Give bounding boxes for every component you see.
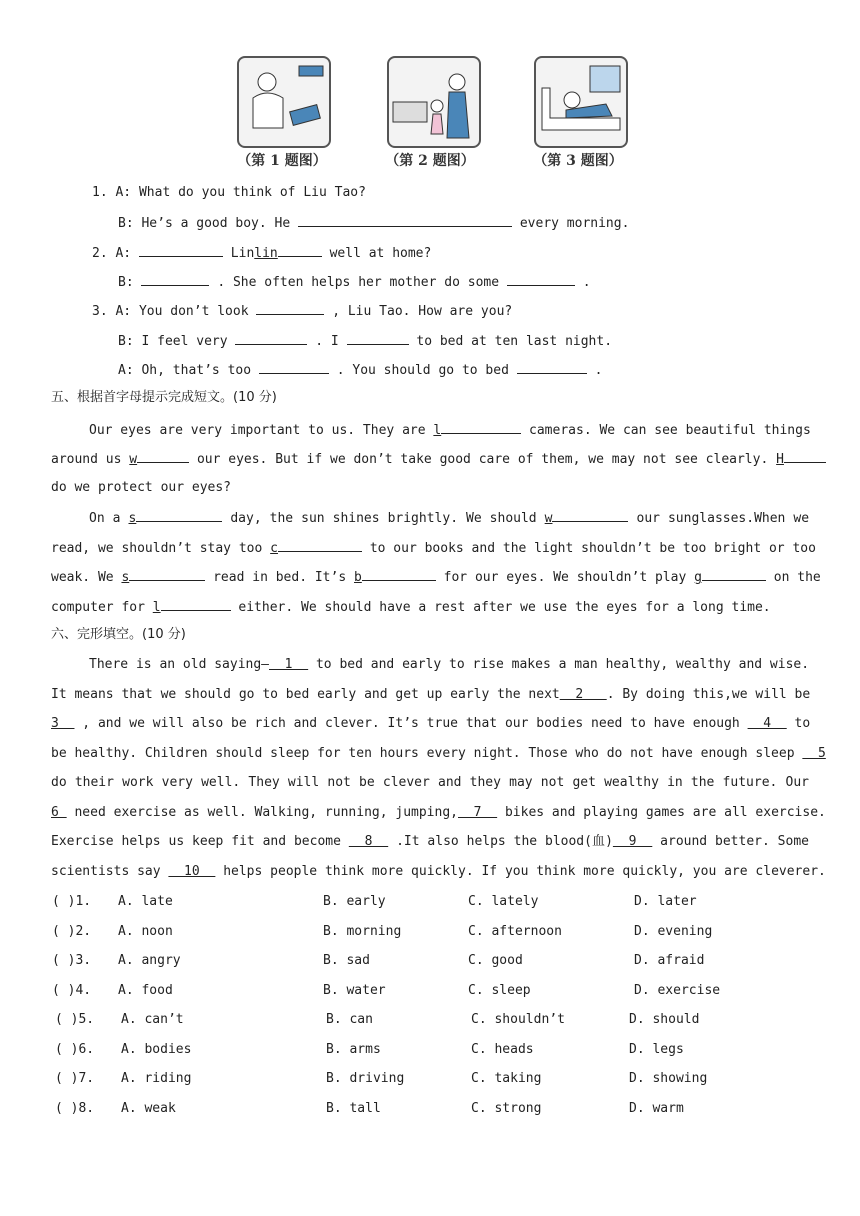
answer-bracket[interactable]: ( )7. — [55, 1071, 95, 1086]
option-a[interactable]: A. can’t — [121, 1012, 184, 1027]
s5-p2-line2 — [51, 538, 816, 558]
blank[interactable] — [129, 567, 205, 581]
blank[interactable] — [141, 272, 209, 286]
text: cameras. We can see beautiful things — [529, 423, 811, 438]
answer-bracket[interactable]: ( )6. — [55, 1041, 95, 1057]
q2-b-tail: . — [582, 275, 591, 290]
text: either. We should have a rest after we use the eyes for a long time. — [238, 600, 771, 615]
s5-p1-line3: do we protect our eyes? — [51, 480, 232, 495]
answer-bracket[interactable]: ( )5. — [55, 1012, 95, 1027]
cloze-line — [89, 656, 809, 674]
answer-bracket[interactable]: ( )1. — [52, 894, 92, 909]
blank[interactable] — [137, 449, 189, 463]
blank[interactable] — [278, 538, 362, 552]
cloze-text: . By doing this,we will be — [606, 687, 811, 702]
q1-a-text: 1. A: What do you think of Liu Tao? — [92, 185, 366, 200]
text: weak. We — [51, 570, 114, 585]
option-c[interactable]: C. lately — [468, 894, 539, 909]
blank[interactable] — [139, 243, 223, 257]
option-d[interactable]: D. should — [629, 1012, 700, 1027]
cloze-text: helps people think more quickly. If you think more quickly, you are cleverer. — [215, 864, 826, 879]
cloze-text: do their work very well. They will not be clever and they may not get wealthy in the future. Our — [51, 775, 809, 790]
q3-b-mid: . I — [315, 334, 339, 349]
option-c[interactable]: C. good — [468, 953, 523, 968]
figure-strip — [232, 50, 632, 175]
cloze-text: Exercise helps us keep fit and become — [51, 834, 349, 849]
option-b[interactable]: B. can — [326, 1012, 373, 1027]
cloze-line — [51, 863, 826, 881]
text: our sunglasses.When we — [636, 511, 810, 526]
hint-letter: c — [270, 541, 278, 556]
option-b[interactable]: B. morning — [323, 923, 402, 939]
q3-c-tail: . — [594, 363, 603, 378]
option-c[interactable]: C. taking — [471, 1071, 542, 1086]
q2-b-text: B: — [118, 275, 134, 290]
option-a[interactable]: A. weak — [121, 1100, 176, 1116]
q3-line-b — [118, 331, 612, 351]
cloze-line — [51, 804, 826, 822]
text: On a — [89, 511, 121, 526]
q3-a-text: 3. A: You don’t look — [92, 304, 249, 319]
cloze-line — [51, 715, 809, 733]
q1-b-tail: every morning. — [519, 216, 630, 231]
option-b[interactable]: B. sad — [323, 953, 370, 968]
blank[interactable] — [441, 420, 521, 434]
cloze-text: to bed and early to rise makes a man healthy, wealthy and wise. — [308, 657, 810, 672]
q3-a-tail: , Liu Tao. How are you? — [332, 304, 513, 319]
q2-name: Lin — [230, 246, 255, 261]
text: for our eyes. We shouldn’t play — [443, 570, 687, 585]
cloze-blank[interactable]: 1 — [269, 657, 309, 672]
blank[interactable] — [784, 449, 826, 463]
s5-p1-line2 — [51, 449, 809, 469]
q1-line-a — [92, 184, 366, 202]
blank[interactable] — [161, 597, 231, 611]
q1-line-b — [118, 213, 629, 233]
text: to our books and the light shouldn’t be too bright or too — [369, 541, 816, 556]
option-a[interactable]: A. angry — [118, 953, 181, 968]
text: on the — [773, 570, 821, 585]
figure-1-caption: （第 1 题图） — [237, 153, 327, 169]
q3-line-c — [118, 360, 602, 380]
cloze-text: There is an old saying— — [89, 657, 270, 672]
answer-bracket[interactable]: ( )3. — [52, 953, 92, 968]
cloze-text: to — [786, 716, 811, 731]
q3-c-mid: . You should go to bed — [336, 363, 509, 378]
option-b[interactable]: B. tall — [326, 1100, 381, 1116]
option-c[interactable]: C. strong — [471, 1100, 542, 1116]
q3-b-tail: to bed at ten last night. — [416, 334, 613, 349]
hint-letter: b — [354, 570, 362, 585]
figure-2-caption: （第 2 题图） — [385, 153, 475, 169]
q2-line-b — [118, 272, 591, 292]
q3-c-text: A: Oh, that’s too — [118, 363, 252, 378]
sick-boy-illustration — [536, 58, 626, 146]
hint-letter: w — [129, 452, 138, 467]
cloze-text: scientists say — [51, 864, 169, 879]
cloze-text: around better. Some — [652, 834, 809, 849]
blank[interactable] — [278, 243, 322, 257]
q2-name-underlined: lin — [254, 246, 278, 261]
option-d[interactable]: D. later — [634, 894, 697, 909]
figure-3-caption: （第 3 题图） — [533, 153, 623, 169]
option-d[interactable]: D. afraid — [634, 953, 705, 968]
figure-2-picture — [387, 56, 481, 148]
section6-heading: 六、完形填空。(10 分) — [51, 627, 186, 642]
q2-line-a — [92, 243, 431, 263]
option-a[interactable]: A. bodies — [121, 1041, 192, 1057]
option-a[interactable]: A. noon — [118, 923, 173, 939]
blank[interactable] — [347, 331, 409, 345]
option-a[interactable]: A. food — [118, 982, 173, 998]
blank[interactable] — [517, 360, 587, 374]
cloze-blank[interactable]: 9 — [612, 834, 653, 849]
cloze-text: bikes and playing games are all exercise. — [497, 805, 826, 820]
blank[interactable] — [256, 301, 324, 315]
cloze-blank[interactable]: 10 — [168, 864, 216, 879]
cloze-line — [51, 833, 809, 851]
option-c[interactable]: C. heads — [471, 1041, 534, 1057]
option-c[interactable]: C. afternoon — [468, 923, 562, 939]
hint-letter: l — [152, 600, 161, 615]
option-d[interactable]: D. evening — [634, 923, 713, 939]
q2-b-mid: . She often helps her mother do some — [217, 275, 500, 290]
text: around us — [51, 452, 122, 467]
option-a[interactable]: A. late — [118, 894, 173, 909]
blank[interactable] — [362, 567, 436, 581]
hint-letter: H — [776, 452, 784, 467]
cloze-line — [51, 774, 809, 792]
cloze-text: need exercise as well. Walking, running, jumping, — [66, 805, 458, 820]
option-d[interactable]: D. warm — [629, 1100, 684, 1116]
text: read, we shouldn’t stay too — [51, 541, 263, 556]
hint-letter: g — [694, 570, 702, 585]
answer-bracket[interactable]: ( )8. — [55, 1100, 95, 1116]
blank[interactable] — [552, 508, 628, 522]
option-b[interactable]: B. early — [323, 894, 386, 909]
answer-bracket[interactable]: ( )2. — [52, 923, 92, 939]
s5-p1-line1 — [89, 420, 809, 440]
section5-heading: 五、根据首字母提示完成短文。(10 分) — [51, 390, 277, 405]
blank[interactable] — [235, 331, 307, 345]
hint-letter: w — [544, 511, 553, 526]
boy-bed-illustration — [239, 58, 329, 146]
q1-b-text: B: He’s a good boy. He — [118, 216, 291, 231]
blank[interactable] — [298, 213, 512, 227]
q3-line-a — [92, 301, 512, 321]
figure-1-picture — [237, 56, 331, 148]
figure-3-picture — [534, 56, 628, 148]
text: read in bed. It’s — [213, 570, 347, 585]
s5-p2-line4 — [51, 597, 771, 617]
cloze-blank[interactable]: 2 — [559, 687, 607, 702]
s5-p2-line3 — [51, 567, 821, 587]
answer-bracket[interactable]: ( )4. — [52, 982, 92, 998]
cloze-blank[interactable]: 6 — [51, 805, 67, 820]
hint-letter: s — [121, 570, 130, 585]
cloze-line — [51, 745, 826, 763]
option-d[interactable]: D. legs — [629, 1041, 684, 1057]
hint-letter: s — [128, 511, 137, 526]
s5-p2-line1 — [89, 508, 809, 528]
blank[interactable] — [702, 567, 766, 581]
blank[interactable] — [259, 360, 329, 374]
hint-letter: l — [433, 423, 442, 438]
girl-mother-illustration — [389, 58, 479, 146]
option-c[interactable]: C. shouldn’t — [471, 1012, 565, 1027]
option-c[interactable]: C. sleep — [468, 982, 531, 998]
cloze-blank[interactable]: 3 — [51, 716, 75, 731]
cloze-text: be healthy. Children should sleep for ten hours every night. Those who do not have enough sleep — [51, 746, 803, 761]
text: computer for — [51, 600, 145, 615]
blank[interactable] — [507, 272, 575, 286]
q3-b-text: B: I feel very — [118, 334, 228, 349]
cloze-line — [51, 686, 809, 704]
q2-a-text: 2. A: — [92, 246, 132, 261]
option-b[interactable]: B. driving — [326, 1071, 405, 1086]
option-a[interactable]: A. riding — [121, 1071, 192, 1086]
text: Our eyes are very important to us. They are — [89, 423, 426, 438]
option-b[interactable]: B. arms — [326, 1041, 381, 1057]
cloze-blank[interactable]: 8 — [348, 834, 389, 849]
option-d[interactable]: D. exercise — [634, 982, 721, 998]
cloze-text: It means that we should go to bed early and get up early the next — [51, 687, 560, 702]
cloze-blank[interactable]: 4 — [747, 716, 787, 731]
cloze-blank[interactable]: 7 — [458, 805, 498, 820]
option-d[interactable]: D. showing — [629, 1071, 708, 1086]
q2-a-tail: well at home? — [329, 246, 432, 261]
text: our eyes. But if we don’t take good care of them, we may not see clearly. — [196, 452, 769, 467]
blank[interactable] — [136, 508, 222, 522]
text: day, the sun shines brightly. We should — [230, 511, 537, 526]
cloze-blank[interactable]: 5 — [802, 746, 826, 761]
option-b[interactable]: B. water — [323, 982, 386, 998]
cloze-text: .It also helps the blood(血) — [388, 834, 613, 849]
cloze-text: , and we will also be rich and clever. It’s true that our bodies need to have enough — [74, 716, 748, 731]
